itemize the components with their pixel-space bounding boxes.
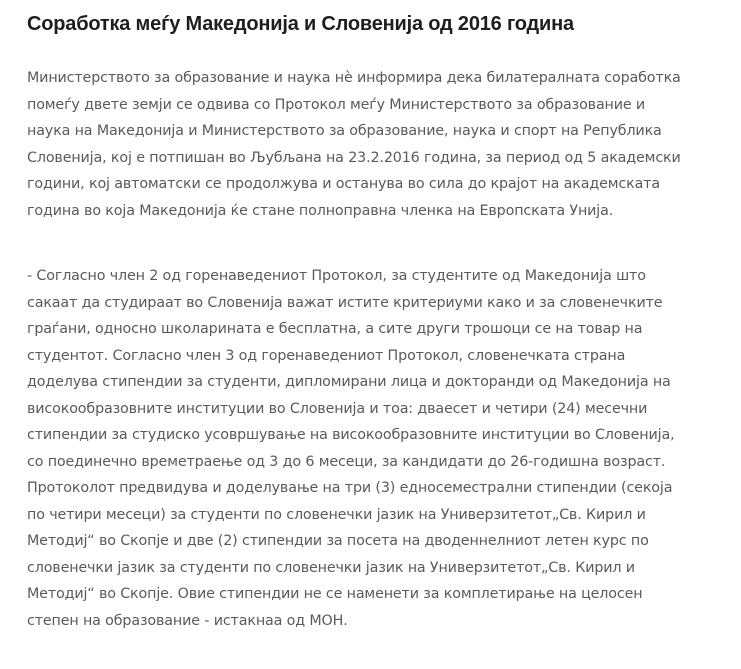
text-line: по четири месеци) за студенти по словенечки јазик на Универзитетот„Св. Кирил и	[27, 506, 646, 523]
text-line: година во која Македонија ќе стане полноправна членка на Европската Унија.	[27, 202, 614, 219]
text-line: со поединечно времетраење од 3 до 6 месеци, за кандидати до 26-годишна возраст.	[27, 453, 666, 470]
text-line: Словенија, кој е потпишан во Љубљана на 23.2.2016 година, за период од 5 академски	[27, 149, 681, 166]
article-title: Соработка меѓу Македонија и Словенија од 2016 година	[27, 13, 574, 35]
text-line: стипендии за студиско усовршување на високообразовните институции во Словенија,	[27, 427, 675, 443]
article-paragraph-2	[27, 263, 727, 634]
text-line: Методиј“ во Скопје. Овие стипендии не се наменети за комплетирање на целосен	[27, 586, 643, 602]
text-line: степен на образование - истакнаа од МОН.	[27, 612, 348, 629]
text-line: сакаат да студираат во Словенија важат истите критериуми како и за словенечките	[27, 294, 663, 311]
text-line: - Согласно член 2 од горенаведениот Протокол, за студентите од Македонија што	[27, 268, 646, 284]
text-line: наука на Македонија и Министерството за образование, наука и спорт на Република	[27, 123, 662, 139]
text-line: Методиј“ во Скопје и две (2) стипендии за посета на дводеннелниот летен курс по	[27, 533, 649, 549]
text-line: Протоколот предвидува и доделување на три (3) едносеместрални стипендии (секоја	[27, 480, 673, 496]
text-line: Министерството за образование и наука нè информира дека билатералната соработка	[27, 70, 681, 86]
text-line: помеѓу двете земји се одвива со Протокол меѓу Министерството за образование и	[27, 96, 646, 113]
text-line: граѓани, односно школарината е бесплатна, а сите други трошоци се на товар на	[27, 321, 643, 337]
text-line: години, кој автоматски се продолжува и останува во сила до крајот на академската	[27, 176, 660, 192]
text-line: студентот. Согласно член 3 од горенаведениот Протокол, словенечката страна	[27, 347, 626, 364]
text-line: словенечки јазик за студенти по словенечки јазик на Универзитетот„Св. Кирил и	[27, 559, 635, 576]
text-line: високообразовните институции во Словенија и тоа: дваесет и четири (24) месечни	[27, 400, 648, 417]
article-paragraph-1	[27, 65, 727, 224]
text-line: доделува стипендии за студенти, дипломирани лица и докторанди од Македонија на	[27, 374, 671, 390]
